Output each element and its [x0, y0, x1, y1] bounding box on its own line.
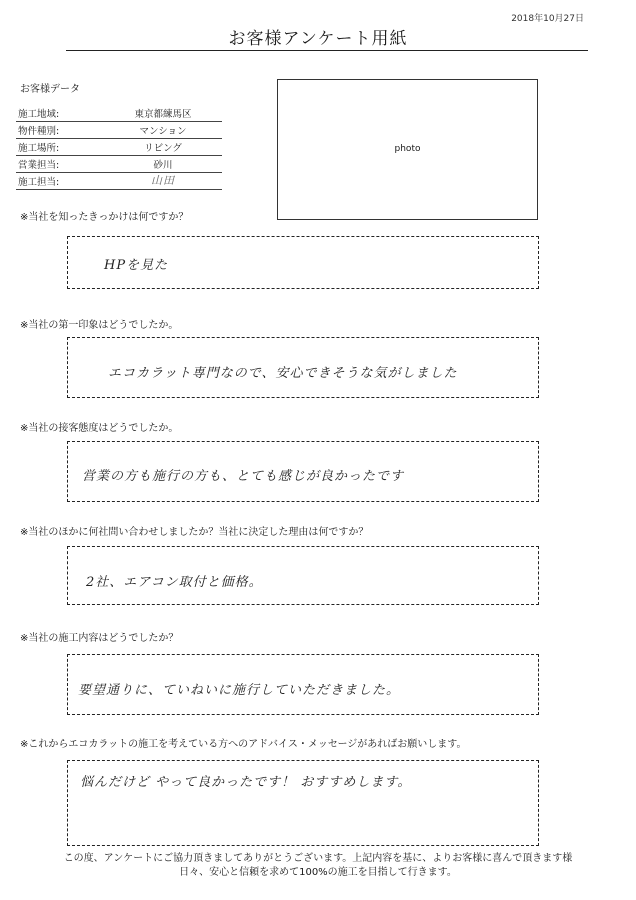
info-row-property-type	[16, 121, 222, 139]
info-row-area	[16, 104, 222, 122]
footer-line-2: 日々、安心と信頼を求めて100%の施工を目指して行きます。	[179, 867, 457, 878]
answer-box-3	[67, 441, 539, 502]
question-6: ※これからエコカラットの施工を考えている方へのアドバイス・メッセージがあればお願いします。	[20, 739, 467, 750]
info-row-location	[16, 138, 222, 156]
title-underline	[66, 50, 588, 51]
question-3: ※当社の接客態度はどうでしたか。	[20, 423, 179, 434]
question-1: ※当社を知ったきっかけは何ですか？	[20, 212, 189, 223]
info-key: 施工場所:	[18, 143, 60, 154]
answer-box-5	[67, 654, 539, 715]
answer-text-5: 要望通りに、ていねいに施行していただきました。	[78, 683, 401, 698]
answer-box-6	[67, 760, 539, 846]
question-4: ※当社のほかに何社問い合わせしましたか？当社に決定した理由は何ですか？	[20, 527, 369, 538]
footer-line-1: この度、アンケートにご協力頂きましてありがとうございます。上記内容を基に、よりお客様に喜んで頂きます様	[63, 853, 573, 864]
answer-box-2	[67, 337, 539, 398]
answer-text-4: 2社、エアコン取付と価格。	[86, 575, 263, 590]
question-5: ※当社の施工内容はどうでしたか？	[20, 633, 179, 644]
answer-box-4	[67, 546, 539, 605]
photo-box	[277, 79, 538, 220]
question-2: ※当社の第一印象はどうでしたか。	[20, 320, 179, 331]
info-key: 物件種別:	[18, 126, 60, 137]
answer-text-1: HPを見た	[104, 258, 169, 273]
answer-text-6: 悩んだけど やって良かったです！ おすすめします。	[80, 775, 412, 790]
photo-label: photo	[394, 144, 421, 154]
customer-data-label: お客様データ	[20, 84, 80, 95]
info-value: 砂川	[153, 160, 173, 171]
info-key: 営業担当:	[18, 160, 60, 171]
answer-text-3: 営業の方も施行の方も、とても感じが良かったです	[82, 469, 405, 484]
info-key: 施工地域:	[18, 109, 60, 120]
survey-date: 2018年10月27日	[511, 14, 584, 24]
info-value: 東京都練馬区	[134, 109, 192, 120]
answer-box-1	[67, 236, 539, 289]
info-key: 施工担当:	[18, 177, 60, 188]
page-title: お客様アンケート用紙	[228, 29, 408, 49]
info-value-handwritten: 山田	[151, 174, 175, 187]
info-row-sales-rep	[16, 155, 222, 173]
answer-text-2: エコカラット専門なので、安心できそうな気がしました	[108, 366, 458, 381]
info-value: リビング	[144, 143, 182, 154]
info-value: マンション	[139, 126, 187, 137]
info-row-install-rep	[16, 172, 222, 190]
